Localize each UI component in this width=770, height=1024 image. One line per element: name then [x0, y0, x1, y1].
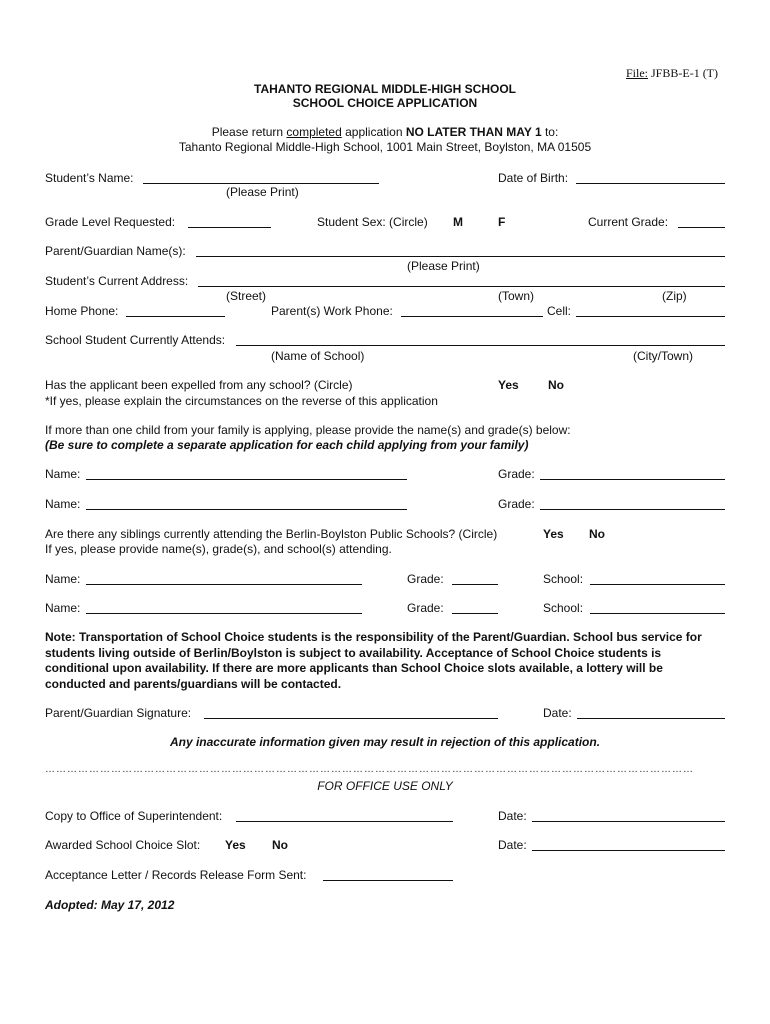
file-reference [626, 66, 718, 81]
work-phone-label: Parent(s) Work Phone: [271, 304, 393, 318]
instructions-middle: application [341, 125, 406, 139]
sex-label: Student Sex: (Circle) [317, 215, 428, 229]
child-name-label: Name: [45, 497, 81, 511]
siblings-no-option[interactable]: No [589, 527, 605, 541]
street-hint: (Street) [226, 289, 267, 303]
separate-application-note: (Be sure to complete a separate application for each child applying from your family) [45, 438, 529, 452]
sibling-grade-label: Grade: [407, 601, 444, 615]
adopted-date: Adopted: May 17, 2012 [45, 898, 175, 912]
siblings-followup: If yes, please provide name(s), grade(s), and school(s) attending. [45, 542, 392, 556]
signature-field[interactable] [204, 718, 498, 719]
office-date-field[interactable] [532, 821, 725, 822]
cell-field[interactable] [576, 316, 725, 317]
siblings-yes-option[interactable]: Yes [543, 527, 564, 541]
child-grade-label: Grade: [498, 467, 535, 481]
sex-m-option[interactable]: M [453, 215, 463, 229]
child-grade-label: Grade: [498, 497, 535, 511]
student-name-field[interactable] [143, 183, 379, 184]
child-name-field[interactable] [86, 479, 407, 480]
sibling-name-field[interactable] [86, 613, 362, 614]
awarded-no-option[interactable]: No [272, 838, 288, 852]
child-name-label: Name: [45, 467, 81, 481]
accuracy-warning: Any inaccurate information given may result in rejection of this application. [169, 735, 601, 749]
guardian-print-hint: (Please Print) [407, 259, 480, 273]
sibling-school-label: School: [543, 572, 584, 586]
instructions-completed: completed [286, 125, 342, 139]
guardian-label: Parent/Guardian Name(s): [45, 244, 186, 258]
guardian-field[interactable] [196, 256, 725, 257]
school-name-hint: (Name of School) [271, 349, 365, 363]
address-label: Student’s Current Address: [45, 274, 189, 288]
zip-hint: (Zip) [662, 289, 687, 303]
deadline: NO LATER THAN MAY 1 [405, 125, 542, 139]
office-date-label: Date: [498, 838, 527, 852]
signature-label: Parent/Guardian Signature: [45, 706, 192, 720]
siblings-question: Are there any siblings currently attending the Berlin-Boylston Public Schools? (Circle) [45, 527, 498, 541]
office-date-label: Date: [498, 809, 527, 823]
student-name-label: Student’s Name: [45, 171, 134, 185]
sibling-name-label: Name: [45, 601, 81, 615]
cell-label: Cell: [547, 304, 572, 318]
sex-f-option[interactable]: F [498, 215, 506, 229]
acceptance-letter-label: Acceptance Letter / Records Release Form Sent: [45, 868, 307, 882]
home-phone-field[interactable] [126, 316, 225, 317]
sibling-school-label: School: [543, 601, 584, 615]
current-school-field[interactable] [236, 345, 725, 346]
sibling-name-field[interactable] [86, 584, 362, 585]
child-name-field[interactable] [86, 509, 407, 510]
dob-label: Date of Birth: [498, 171, 569, 185]
office-date-field[interactable] [532, 850, 725, 851]
grade-requested-field[interactable] [188, 227, 271, 228]
town-hint: (Town) [498, 289, 535, 303]
current-grade-field[interactable] [678, 227, 725, 228]
return-address: Tahanto Regional Middle-High School, 1001 Main Street, Boylston, MA 01505 [178, 140, 592, 154]
awarded-yes-option[interactable]: Yes [225, 838, 246, 852]
child-grade-field[interactable] [540, 479, 725, 480]
grade-requested-label: Grade Level Requested: [45, 215, 176, 229]
expelled-yes-option[interactable]: Yes [498, 378, 519, 392]
school-name: TAHANTO REGIONAL MIDDLE-HIGH SCHOOL [254, 82, 516, 96]
child-grade-field[interactable] [540, 509, 725, 510]
form-title: SCHOOL CHOICE APPLICATION [292, 96, 478, 110]
file-code: JFBB-E-1 (T) [651, 66, 719, 80]
copy-superintendent-label: Copy to Office of Superintendent: [45, 809, 223, 823]
sibling-school-field[interactable] [590, 584, 725, 585]
file-label: File: [626, 66, 649, 80]
instructions-prefix: Please return [211, 125, 287, 139]
sibling-grade-field[interactable] [452, 584, 498, 585]
sibling-grade-field[interactable] [452, 613, 498, 614]
sibling-grade-label: Grade: [407, 572, 444, 586]
expelled-explain: *If yes, please explain the circumstances on the reverse of this application [45, 394, 438, 408]
sibling-school-field[interactable] [590, 613, 725, 614]
expelled-no-option[interactable]: No [548, 378, 564, 392]
current-school-label: School Student Currently Attends: [45, 333, 226, 347]
please-print-hint: (Please Print) [226, 185, 299, 199]
multiple-children-text: If more than one child from your family is applying, please provide the name(s) and grade(s) below: [45, 423, 571, 437]
instructions-line [0, 125, 770, 139]
dob-field[interactable] [576, 183, 725, 184]
copy-superintendent-field[interactable] [236, 821, 453, 822]
home-phone-label: Home Phone: [45, 304, 119, 318]
city-town-hint: (City/Town) [633, 349, 694, 363]
signature-date-label: Date: [543, 706, 572, 720]
current-grade-label: Current Grade: [588, 215, 669, 229]
expelled-question: Has the applicant been expelled from any school? (Circle) [45, 378, 353, 392]
dotted-separator: …………………………………………………………………………………………………………………………………………………………… [45, 764, 694, 775]
signature-date-field[interactable] [577, 718, 725, 719]
transportation-note: Note: Transportation of School Choice students is the responsibility of the Parent/Guardian. School bus service for students living outside of Berlin/Boylston is subject to availability. Acceptance of School Choice students is conditional upon availability. If there are more applicants than School Choice slots available, a lottery will be conducted and parents/guardians will be contacted. [45, 630, 702, 691]
office-use-heading: FOR OFFICE USE ONLY [317, 779, 453, 793]
work-phone-field[interactable] [401, 316, 543, 317]
awarded-slot-label: Awarded School Choice Slot: [45, 838, 201, 852]
sibling-name-label: Name: [45, 572, 81, 586]
instructions-suffix: to: [541, 125, 559, 139]
acceptance-letter-field[interactable] [323, 880, 453, 881]
address-field[interactable] [198, 286, 725, 287]
